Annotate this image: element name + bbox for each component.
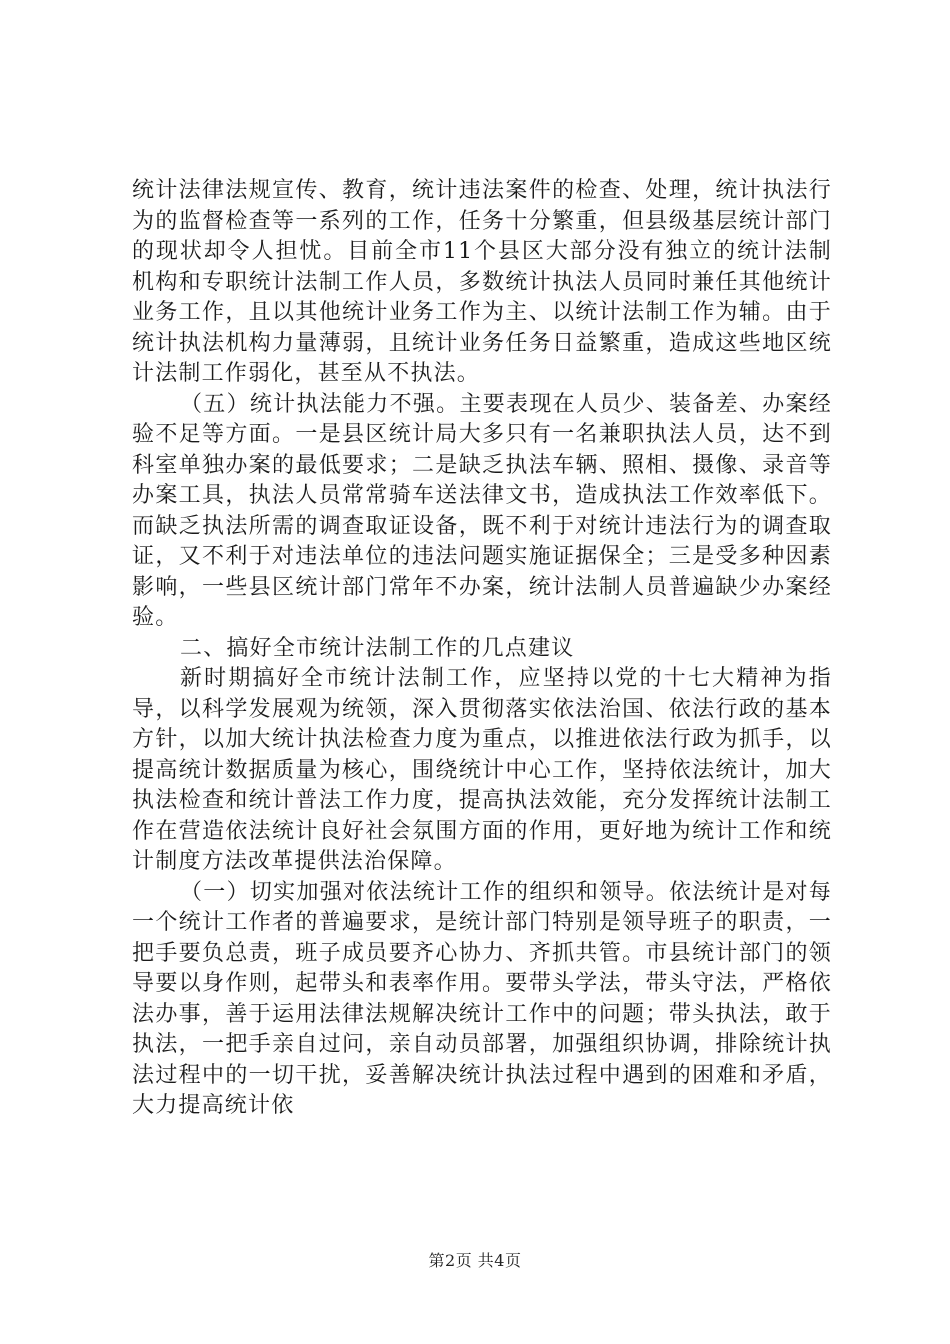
paragraph-2: （五）统计执法能力不强。主要表现在人员少、装备差、办案经验不足等方面。一是县区统计局大多只有一名兼职执法人员，达不到科室单独办案的最低要求；二是缺乏执法车辆、照相、摄像、录音等办案工具，执法人员常常骑车送法律文书，造成执法工作效率低下。而缺乏执法所需的调查取证设备，既不利于对统计违法行为的调查取证，又不利于对违法单位的违法问题实施证据保全；三是受多种因素影响，一些县区统计部门常年不办案，统计法制人员普遍缺少办案经验。 [132, 391, 832, 630]
page-footer: 第2页 共4页 [428, 1251, 522, 1270]
paragraph-3: 新时期搞好全市统计法制工作，应坚持以党的十七大精神为指导，以科学发展观为统领，深入贯彻落实依法治国、依法行政的基本方针，以加大统计执法检查力度为重点，以推进依法行政为抓手，以提高统计数据质量为核心，围绕统计中心工作，坚持依法统计，加大执法检查和统计普法工作力度，提高执法效能，充分发挥统计法制工作在营造依法统计良好社会氛围方面的作用，更好地为统计工作和统计制度方法改革提供法治保障。 [132, 666, 832, 874]
document-body [132, 176, 832, 1122]
paragraph-4: （一）切实加强对依法统计工作的组织和领导。依法统计是对每一个统计工作者的普遍要求，是统计部门特别是领导班子的职责，一把手要负总责，班子成员要齐心协力、齐抓共管。市县统计部门的领导要以身作则，起带头和表率作用。要带头学法，带头守法，严格依法办事，善于运用法律法规解决统计工作中的问题；带头执法，敢于执法，一把手亲自过问，亲自动员部署，加强组织协调，排除统计执法过程中的一切干扰，妥善解决统计执法过程中遇到的困难和矛盾，大力提高统计依 [132, 879, 832, 1118]
section-heading: 二、搞好全市统计法制工作的几点建议 [180, 635, 575, 661]
paragraph-1: 统计法律法规宣传、教育，统计违法案件的检查、处理，统计执法行为的监督检查等一系列的工作，任务十分繁重，但县级基层统计部门的现状却令人担忧。目前全市11个县区大部分没有独立的统计法制机构和专职统计法制工作人员，多数统计执法人员同时兼任其他统计业务工作，且以其他统计业务工作为主、以统计法制工作为辅。由于统计执法机构力量薄弱，且统计业务任务日益繁重，造成这些地区统计法制工作弱化，甚至从不执法。 [132, 178, 832, 386]
